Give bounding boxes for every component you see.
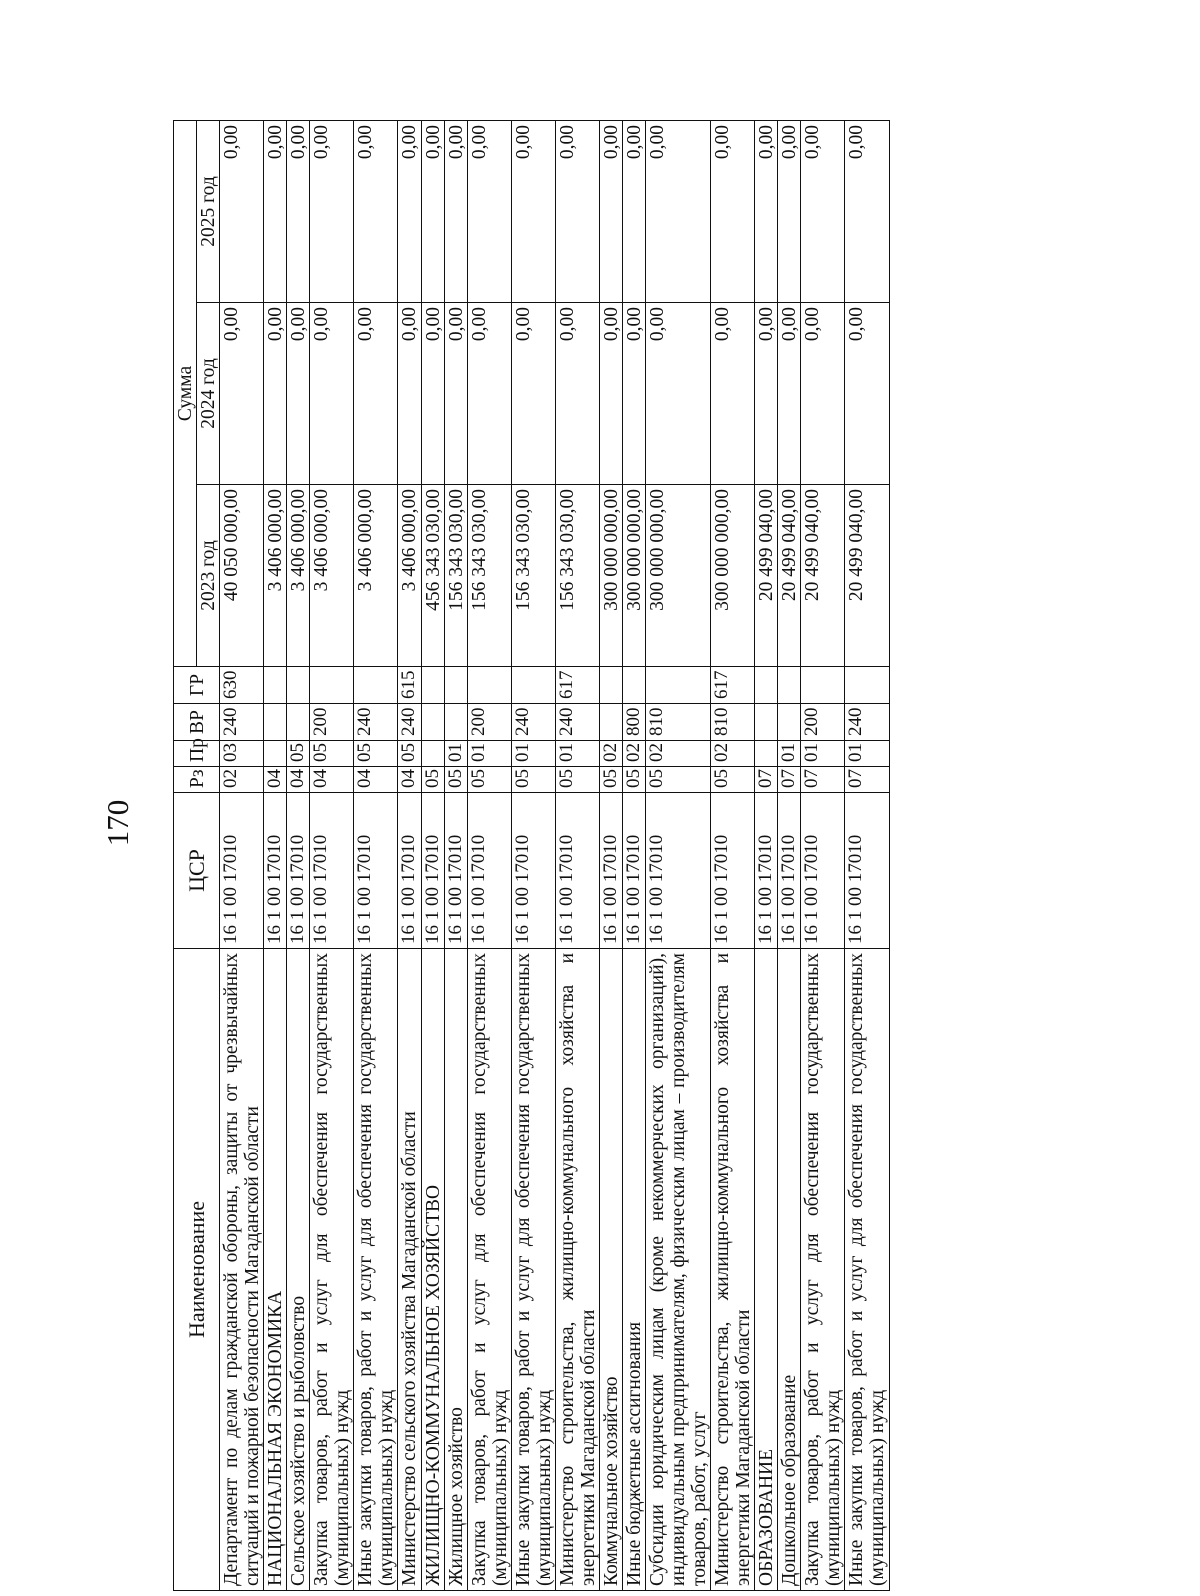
rz-cell: 05: [444, 767, 467, 793]
csr-cell: 16 1 00 17010: [599, 793, 622, 949]
pr-cell: 05: [310, 741, 354, 767]
sum-2023-cell: 20 499 040,00: [801, 485, 845, 667]
page-number: 170: [100, 799, 135, 847]
name-cell: ОБРАЗОВАНИЕ: [755, 949, 778, 1591]
sum-2024-cell: 0,00: [287, 303, 310, 485]
gr-cell: 630: [220, 667, 264, 704]
vr-cell: [444, 704, 467, 741]
sum-2023-cell: 300 000 000,00: [645, 485, 710, 667]
rz-cell: 05: [467, 767, 511, 793]
gr-cell: [511, 667, 555, 704]
header-year-2023: 2023 год: [197, 485, 220, 667]
rz-cell: 05: [511, 767, 555, 793]
table-row: [622, 121, 645, 1591]
sum-2024-cell: 0,00: [310, 303, 354, 485]
table-row: [444, 121, 467, 1591]
csr-cell: 16 1 00 17010: [220, 793, 264, 949]
sum-2025-cell: 0,00: [645, 121, 710, 303]
table-body: [220, 121, 889, 1591]
pr-cell: 01: [555, 741, 599, 767]
rz-cell: 07: [801, 767, 845, 793]
header-csr: ЦСР: [174, 793, 220, 949]
gr-cell: [467, 667, 511, 704]
csr-cell: 16 1 00 17010: [467, 793, 511, 949]
table-row: [467, 121, 511, 1591]
header-year-2024: 2024 год: [197, 303, 220, 485]
rz-cell: 02: [220, 767, 264, 793]
sum-2023-cell: 3 406 000,00: [310, 485, 354, 667]
table-row: [845, 121, 889, 1591]
table-row: [354, 121, 398, 1591]
sum-2025-cell: 0,00: [354, 121, 398, 303]
sum-2024-cell: 0,00: [711, 303, 755, 485]
vr-cell: 810: [645, 704, 710, 741]
header-name: Наименование: [174, 949, 220, 1591]
sum-2023-cell: 456 343 030,00: [421, 485, 444, 667]
gr-cell: [599, 667, 622, 704]
sum-2023-cell: 300 000 000,00: [599, 485, 622, 667]
gr-cell: [310, 667, 354, 704]
gr-cell: [287, 667, 310, 704]
csr-cell: 16 1 00 17010: [711, 793, 755, 949]
vr-cell: 200: [467, 704, 511, 741]
sum-2023-cell: 300 000 000,00: [622, 485, 645, 667]
table-row: [287, 121, 310, 1591]
sum-2024-cell: 0,00: [599, 303, 622, 485]
vr-cell: [287, 704, 310, 741]
rz-cell: 04: [398, 767, 421, 793]
sum-2024-cell: 0,00: [645, 303, 710, 485]
vr-cell: 240: [220, 704, 264, 741]
rz-cell: 04: [287, 767, 310, 793]
csr-cell: 16 1 00 17010: [622, 793, 645, 949]
rz-cell: 04: [354, 767, 398, 793]
gr-cell: [755, 667, 778, 704]
csr-cell: 16 1 00 17010: [287, 793, 310, 949]
table-row: [645, 121, 710, 1591]
name-cell: Закупка товаров, работ и услуг для обеспечения государственных (муниципальных) нужд: [467, 949, 511, 1591]
sum-2023-cell: 3 406 000,00: [354, 485, 398, 667]
csr-cell: 16 1 00 17010: [310, 793, 354, 949]
sum-2024-cell: 0,00: [467, 303, 511, 485]
sum-2025-cell: 0,00: [555, 121, 599, 303]
name-cell: Иные закупки товаров, работ и услуг для обеспечения государственных (муниципальных) нужд: [845, 949, 889, 1591]
table-row: [555, 121, 599, 1591]
vr-cell: 240: [354, 704, 398, 741]
sum-2023-cell: 3 406 000,00: [264, 485, 287, 667]
gr-cell: 617: [555, 667, 599, 704]
name-cell: Иные бюджетные ассигнования: [622, 949, 645, 1591]
header-year-2025: 2025 год: [197, 121, 220, 303]
table-row: [398, 121, 421, 1591]
sum-2023-cell: 20 499 040,00: [755, 485, 778, 667]
sum-2025-cell: 0,00: [467, 121, 511, 303]
pr-cell: 05: [398, 741, 421, 767]
name-cell: Субсидии юридическим лицам (кроме некоммерческих организаций), индивидуальным предпринимателям, физическим лицам – производителям товаров, работ, услуг: [645, 949, 710, 1591]
gr-cell: [264, 667, 287, 704]
sum-2025-cell: 0,00: [511, 121, 555, 303]
pr-cell: 02: [622, 741, 645, 767]
rz-cell: 07: [755, 767, 778, 793]
sum-2025-cell: 0,00: [599, 121, 622, 303]
vr-cell: 800: [622, 704, 645, 741]
sum-2023-cell: 3 406 000,00: [287, 485, 310, 667]
name-cell: Иные закупки товаров, работ и услуг для обеспечения государственных (муниципальных) нужд: [354, 949, 398, 1591]
pr-cell: 02: [599, 741, 622, 767]
pr-cell: 01: [801, 741, 845, 767]
sum-2025-cell: 0,00: [711, 121, 755, 303]
table-row: [711, 121, 755, 1591]
name-cell: Закупка товаров, работ и услуг для обеспечения государственных (муниципальных) нужд: [801, 949, 845, 1591]
name-cell: Дошкольное образование: [778, 949, 801, 1591]
header-gr: ГР: [174, 667, 220, 704]
csr-cell: 16 1 00 17010: [555, 793, 599, 949]
sum-2025-cell: 0,00: [287, 121, 310, 303]
sum-2025-cell: 0,00: [264, 121, 287, 303]
header-vr: ВР: [174, 704, 220, 741]
header-pr: Пр: [174, 741, 220, 767]
pr-cell: 05: [354, 741, 398, 767]
name-cell: ЖИЛИЩНО-КОММУНАЛЬНОЕ ХОЗЯЙСТВО: [421, 949, 444, 1591]
sum-2024-cell: 0,00: [264, 303, 287, 485]
table-row: [310, 121, 354, 1591]
csr-cell: 16 1 00 17010: [398, 793, 421, 949]
csr-cell: 16 1 00 17010: [444, 793, 467, 949]
name-cell: Департамент по делам гражданской обороны, защиты от чрезвычайных ситуаций и пожарной безопасности Магаданской области: [220, 949, 264, 1591]
sum-2025-cell: 0,00: [778, 121, 801, 303]
pr-cell: 01: [845, 741, 889, 767]
csr-cell: 16 1 00 17010: [511, 793, 555, 949]
sum-2024-cell: 0,00: [444, 303, 467, 485]
csr-cell: 16 1 00 17010: [778, 793, 801, 949]
rz-cell: 05: [645, 767, 710, 793]
table-row: [755, 121, 778, 1591]
sum-2023-cell: 3 406 000,00: [398, 485, 421, 667]
sum-2024-cell: 0,00: [421, 303, 444, 485]
pr-cell: 03: [220, 741, 264, 767]
csr-cell: 16 1 00 17010: [354, 793, 398, 949]
rz-cell: 05: [555, 767, 599, 793]
vr-cell: 810: [711, 704, 755, 741]
vr-cell: [264, 704, 287, 741]
name-cell: Министерство строительства, жилищно-коммунального хозяйства и энергетики Магаданской области: [711, 949, 755, 1591]
csr-cell: 16 1 00 17010: [421, 793, 444, 949]
vr-cell: [755, 704, 778, 741]
vr-cell: 240: [511, 704, 555, 741]
sum-2024-cell: 0,00: [555, 303, 599, 485]
sum-2023-cell: 20 499 040,00: [778, 485, 801, 667]
sum-2025-cell: 0,00: [845, 121, 889, 303]
sum-2024-cell: 0,00: [511, 303, 555, 485]
gr-cell: 615: [398, 667, 421, 704]
vr-cell: [599, 704, 622, 741]
sum-2024-cell: 0,00: [398, 303, 421, 485]
rz-cell: 07: [845, 767, 889, 793]
pr-cell: 02: [711, 741, 755, 767]
sum-2023-cell: 156 343 030,00: [555, 485, 599, 667]
vr-cell: 240: [845, 704, 889, 741]
vr-cell: 240: [398, 704, 421, 741]
vr-cell: [778, 704, 801, 741]
table-row: [220, 121, 264, 1591]
table-header: [174, 121, 220, 1591]
gr-cell: [421, 667, 444, 704]
sum-2025-cell: 0,00: [622, 121, 645, 303]
header-sum: Сумма: [174, 121, 197, 667]
pr-cell: 02: [645, 741, 710, 767]
rz-cell: 05: [711, 767, 755, 793]
gr-cell: [801, 667, 845, 704]
sum-2024-cell: 0,00: [220, 303, 264, 485]
pr-cell: 01: [444, 741, 467, 767]
table-row: [511, 121, 555, 1591]
sum-2025-cell: 0,00: [398, 121, 421, 303]
sum-2024-cell: 0,00: [845, 303, 889, 485]
sum-2024-cell: 0,00: [354, 303, 398, 485]
gr-cell: [622, 667, 645, 704]
name-cell: Министерство сельского хозяйства Магаданской области: [398, 949, 421, 1591]
budget-table: [173, 120, 890, 1591]
sum-2025-cell: 0,00: [421, 121, 444, 303]
csr-cell: 16 1 00 17010: [845, 793, 889, 949]
gr-cell: [354, 667, 398, 704]
rz-cell: 07: [778, 767, 801, 793]
vr-cell: 200: [801, 704, 845, 741]
pr-cell: 01: [778, 741, 801, 767]
name-cell: Иные закупки товаров, работ и услуг для обеспечения государственных (муниципальных) нужд: [511, 949, 555, 1591]
name-cell: Коммунальное хозяйство: [599, 949, 622, 1591]
sum-2024-cell: 0,00: [778, 303, 801, 485]
sum-2023-cell: 156 343 030,00: [467, 485, 511, 667]
sum-2025-cell: 0,00: [310, 121, 354, 303]
rz-cell: 04: [264, 767, 287, 793]
gr-cell: [845, 667, 889, 704]
gr-cell: [444, 667, 467, 704]
name-cell: Министерство строительства, жилищно-коммунального хозяйства и энергетики Магаданской области: [555, 949, 599, 1591]
name-cell: Жилищное хозяйство: [444, 949, 467, 1591]
sum-2025-cell: 0,00: [220, 121, 264, 303]
sum-2023-cell: 20 499 040,00: [845, 485, 889, 667]
gr-cell: [645, 667, 710, 704]
pr-cell: 05: [287, 741, 310, 767]
sum-2024-cell: 0,00: [622, 303, 645, 485]
table-row: [421, 121, 444, 1591]
table-row: [264, 121, 287, 1591]
rz-cell: 05: [599, 767, 622, 793]
pr-cell: [264, 741, 287, 767]
gr-cell: [778, 667, 801, 704]
name-cell: Закупка товаров, работ и услуг для обеспечения государственных (муниципальных) нужд: [310, 949, 354, 1591]
vr-cell: 200: [310, 704, 354, 741]
pr-cell: 01: [511, 741, 555, 767]
sum-2024-cell: 0,00: [755, 303, 778, 485]
vr-cell: [421, 704, 444, 741]
sum-2023-cell: 40 050 000,00: [220, 485, 264, 667]
rz-cell: 05: [622, 767, 645, 793]
sum-2025-cell: 0,00: [755, 121, 778, 303]
rotated-page-body: [173, 121, 1117, 1591]
sum-2023-cell: 156 343 030,00: [511, 485, 555, 667]
pr-cell: [421, 741, 444, 767]
table-row: [599, 121, 622, 1591]
rz-cell: 05: [421, 767, 444, 793]
sum-2024-cell: 0,00: [801, 303, 845, 485]
csr-cell: 16 1 00 17010: [755, 793, 778, 949]
name-cell: Сельское хозяйство и рыболовство: [287, 949, 310, 1591]
sum-2025-cell: 0,00: [801, 121, 845, 303]
gr-cell: 617: [711, 667, 755, 704]
pr-cell: 01: [467, 741, 511, 767]
csr-cell: 16 1 00 17010: [264, 793, 287, 949]
sum-2025-cell: 0,00: [444, 121, 467, 303]
vr-cell: 240: [555, 704, 599, 741]
csr-cell: 16 1 00 17010: [645, 793, 710, 949]
rz-cell: 04: [310, 767, 354, 793]
table-row: [801, 121, 845, 1591]
header-rz: Рз: [174, 767, 220, 793]
csr-cell: 16 1 00 17010: [801, 793, 845, 949]
name-cell: НАЦИОНАЛЬНАЯ ЭКОНОМИКА: [264, 949, 287, 1591]
sum-2023-cell: 300 000 000,00: [711, 485, 755, 667]
pr-cell: [755, 741, 778, 767]
table-row: [778, 121, 801, 1591]
sum-2023-cell: 156 343 030,00: [444, 485, 467, 667]
